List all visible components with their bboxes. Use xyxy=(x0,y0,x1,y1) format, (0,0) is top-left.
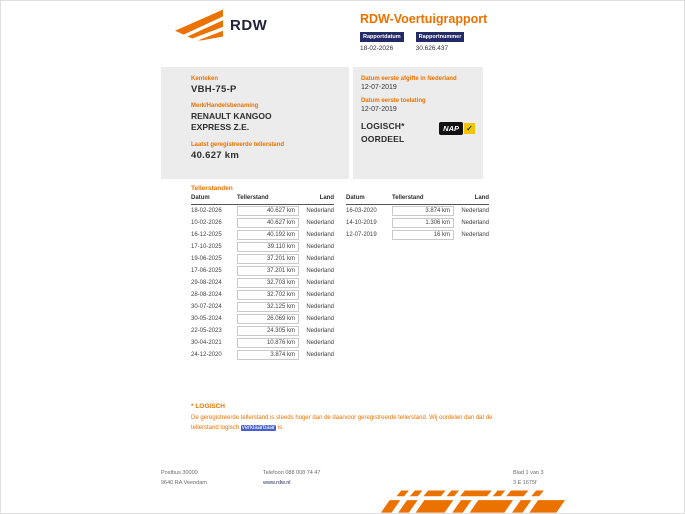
oordeel-row xyxy=(361,120,475,146)
table-row xyxy=(191,253,334,265)
row-datum: 28-08-2024 xyxy=(191,292,222,298)
table-row xyxy=(346,217,489,229)
row-tellerstand: 24.305 km xyxy=(237,326,299,336)
row-datum: 17-10-2025 xyxy=(191,244,222,250)
row-tellerstand: 37.201 km xyxy=(237,266,299,276)
oordeel-line2: OORDEEL xyxy=(361,133,405,144)
row-tellerstand: 16 km xyxy=(392,230,454,240)
row-land: Nederland xyxy=(306,232,334,238)
row-tellerstand-cell xyxy=(392,218,454,228)
row-datum: 14-10-2019 xyxy=(346,220,377,226)
report-date-value: 18-02-2026 xyxy=(360,45,394,52)
table-body-right xyxy=(346,205,489,241)
row-land: Nederland xyxy=(306,340,334,346)
footer-website-link[interactable]: www.rdw.nl xyxy=(263,480,291,487)
row-tellerstand-cell xyxy=(237,230,299,240)
row-tellerstand: 32.703 km xyxy=(237,278,299,288)
rdw-logo-text: RDW xyxy=(230,16,268,34)
verklaarbaar-link[interactable]: verklaarbaar xyxy=(241,424,276,431)
table-row xyxy=(191,241,334,253)
row-tellerstand-cell xyxy=(237,242,299,252)
row-datum: 30-05-2024 xyxy=(191,316,222,322)
logisch-note xyxy=(191,403,521,433)
footer-address-line1: Postbus 30000 xyxy=(161,470,198,476)
row-land: Nederland xyxy=(306,244,334,250)
row-datum: 30-04-2021 xyxy=(191,340,222,346)
tellerstanden-table-right xyxy=(346,195,489,361)
row-land: Nederland xyxy=(306,316,334,322)
row-tellerstand-cell xyxy=(392,230,454,240)
tellerstanden-table-left xyxy=(191,195,334,361)
toelating-label: Datum eerste toelating xyxy=(361,98,426,104)
row-land: Nederland xyxy=(306,256,334,262)
row-datum: 16-12-2025 xyxy=(191,232,222,238)
toelating-value: 12-07-2019 xyxy=(361,106,397,113)
table-row xyxy=(191,277,334,289)
row-tellerstand-cell xyxy=(237,290,299,300)
row-tellerstand: 3.874 km xyxy=(392,206,454,216)
row-tellerstand-cell xyxy=(237,206,299,216)
row-tellerstand: 3.874 km xyxy=(237,350,299,360)
kenteken-value: VBH-75-P xyxy=(191,84,237,95)
merk-value xyxy=(191,111,349,133)
registration-panel xyxy=(353,67,483,179)
row-tellerstand-cell xyxy=(237,314,299,324)
merk-line1: RENAULT KANGOO xyxy=(191,111,272,121)
nap-logo-text: NAP xyxy=(439,122,463,135)
row-tellerstand: 26.069 km xyxy=(237,314,299,324)
row-datum: 16-03-2020 xyxy=(346,208,377,214)
rdw-logo-icon xyxy=(175,9,223,41)
row-tellerstand-cell xyxy=(237,338,299,348)
column-header-datum: Datum xyxy=(191,195,210,201)
row-tellerstand: 39.110 km xyxy=(237,242,299,252)
row-land: Nederland xyxy=(306,280,334,286)
row-tellerstand: 10.876 km xyxy=(237,338,299,348)
table-row xyxy=(191,265,334,277)
afgifte-label: Datum eerste afgifte in Nederland xyxy=(361,76,457,82)
report-meta xyxy=(360,32,464,52)
row-tellerstand-cell xyxy=(237,326,299,336)
note-text-before: De geregistreerde tellerstand is steeds hoger dan de daarvoor geregistreerde tellerstand. Wij oordelen dan dat de tellerstand logisch xyxy=(191,415,493,431)
row-datum: 22-05-2023 xyxy=(191,328,222,334)
footer-stripes-graphic xyxy=(381,490,566,514)
laatst-tellerstand-value: 40.627 km xyxy=(191,150,240,162)
laatst-tellerstand-label: Laatst geregistreerde tellerstand xyxy=(191,142,285,149)
report-number xyxy=(416,32,465,52)
column-header-datum: Datum xyxy=(346,195,365,201)
tellerstanden-title: Tellerstanden xyxy=(191,185,233,192)
afgifte-value: 12-07-2019 xyxy=(361,84,397,91)
footer-doc-code: 3 E 1675f xyxy=(513,480,537,487)
note-text-after: is. xyxy=(276,424,284,431)
table-header xyxy=(346,195,489,205)
row-datum: 30-07-2024 xyxy=(191,304,222,310)
oordeel-line1: LOGISCH* xyxy=(361,121,405,131)
row-tellerstand-cell xyxy=(392,206,454,216)
row-tellerstand: 40.627 km xyxy=(237,206,299,216)
row-datum: 29-08-2024 xyxy=(191,280,222,286)
row-land: Nederland xyxy=(306,268,334,274)
row-land: Nederland xyxy=(461,208,489,214)
table-row xyxy=(191,325,334,337)
column-header-tellerstand: Tellerstand xyxy=(392,195,424,201)
row-tellerstand-cell xyxy=(237,350,299,360)
row-land: Nederland xyxy=(461,220,489,226)
column-header-land: Land xyxy=(474,195,489,201)
footer-contact xyxy=(263,468,321,489)
nap-logo xyxy=(439,122,475,135)
column-header-tellerstand: Tellerstand xyxy=(237,195,269,201)
kenteken-label: Kenteken xyxy=(191,76,219,82)
row-tellerstand-cell xyxy=(237,278,299,288)
row-datum: 24-12-2020 xyxy=(191,352,222,358)
table-row xyxy=(191,289,334,301)
row-tellerstand: 40.627 km xyxy=(237,218,299,228)
row-tellerstand-cell xyxy=(237,254,299,264)
table-row xyxy=(191,349,334,361)
table-row xyxy=(191,217,334,229)
column-header-land: Land xyxy=(319,195,334,201)
table-row xyxy=(191,229,334,241)
report-number-label: Rapportnummer xyxy=(416,32,465,42)
report-number-value: 30.626.437 xyxy=(415,45,449,52)
row-datum: 17-06-2025 xyxy=(191,268,222,274)
table-body-left xyxy=(191,205,334,361)
row-datum: 12-07-2019 xyxy=(346,232,377,238)
table-row xyxy=(191,313,334,325)
footer-address xyxy=(161,468,207,489)
row-datum: 10-02-2026 xyxy=(191,220,222,226)
logisch-note-text xyxy=(191,414,521,433)
nap-check-icon: ✓ xyxy=(464,123,475,134)
vehicle-summary-panel xyxy=(161,67,349,179)
table-row xyxy=(191,205,334,217)
table-row xyxy=(346,205,489,217)
table-row xyxy=(346,229,489,241)
report-date-label: Rapportdatum xyxy=(360,32,404,42)
row-tellerstand: 32.702 km xyxy=(237,290,299,300)
table-row xyxy=(191,337,334,349)
row-datum: 19-06-2025 xyxy=(191,256,222,262)
logisch-oordeel-text xyxy=(361,120,405,146)
row-datum: 18-02-2026 xyxy=(191,208,222,214)
row-land: Nederland xyxy=(306,292,334,298)
row-land: Nederland xyxy=(306,304,334,310)
row-land: Nederland xyxy=(306,352,334,358)
row-tellerstand: 32.125 km xyxy=(237,302,299,312)
footer-address-line2: 9640 RA Veendam xyxy=(161,480,207,487)
row-land: Nederland xyxy=(306,208,334,214)
table-header xyxy=(191,195,334,205)
logisch-note-title: * LOGISCH xyxy=(191,403,225,410)
tellerstanden-tables xyxy=(191,195,489,361)
footer-pagination xyxy=(513,468,544,489)
row-tellerstand: 1.306 km xyxy=(392,218,454,228)
page-title: RDW-Voertuigrapport xyxy=(360,12,488,26)
footer-page-number: Blad 1 van 3 xyxy=(513,470,544,476)
row-land: Nederland xyxy=(306,220,334,226)
row-land: Nederland xyxy=(306,328,334,334)
merk-line2: EXPRESS Z.E. xyxy=(191,122,250,133)
row-tellerstand-cell xyxy=(237,218,299,228)
footer-phone: Telefoon 088 008 74 47 xyxy=(263,470,321,476)
row-land: Nederland xyxy=(461,232,489,238)
row-tellerstand: 40.192 km xyxy=(237,230,299,240)
report-date xyxy=(360,32,404,52)
row-tellerstand: 37.201 km xyxy=(237,254,299,264)
table-row xyxy=(191,301,334,313)
row-tellerstand-cell xyxy=(237,266,299,276)
merk-label: Merk/Handelsbenaming xyxy=(191,103,259,109)
row-tellerstand-cell xyxy=(237,302,299,312)
rdw-logo xyxy=(175,9,267,41)
